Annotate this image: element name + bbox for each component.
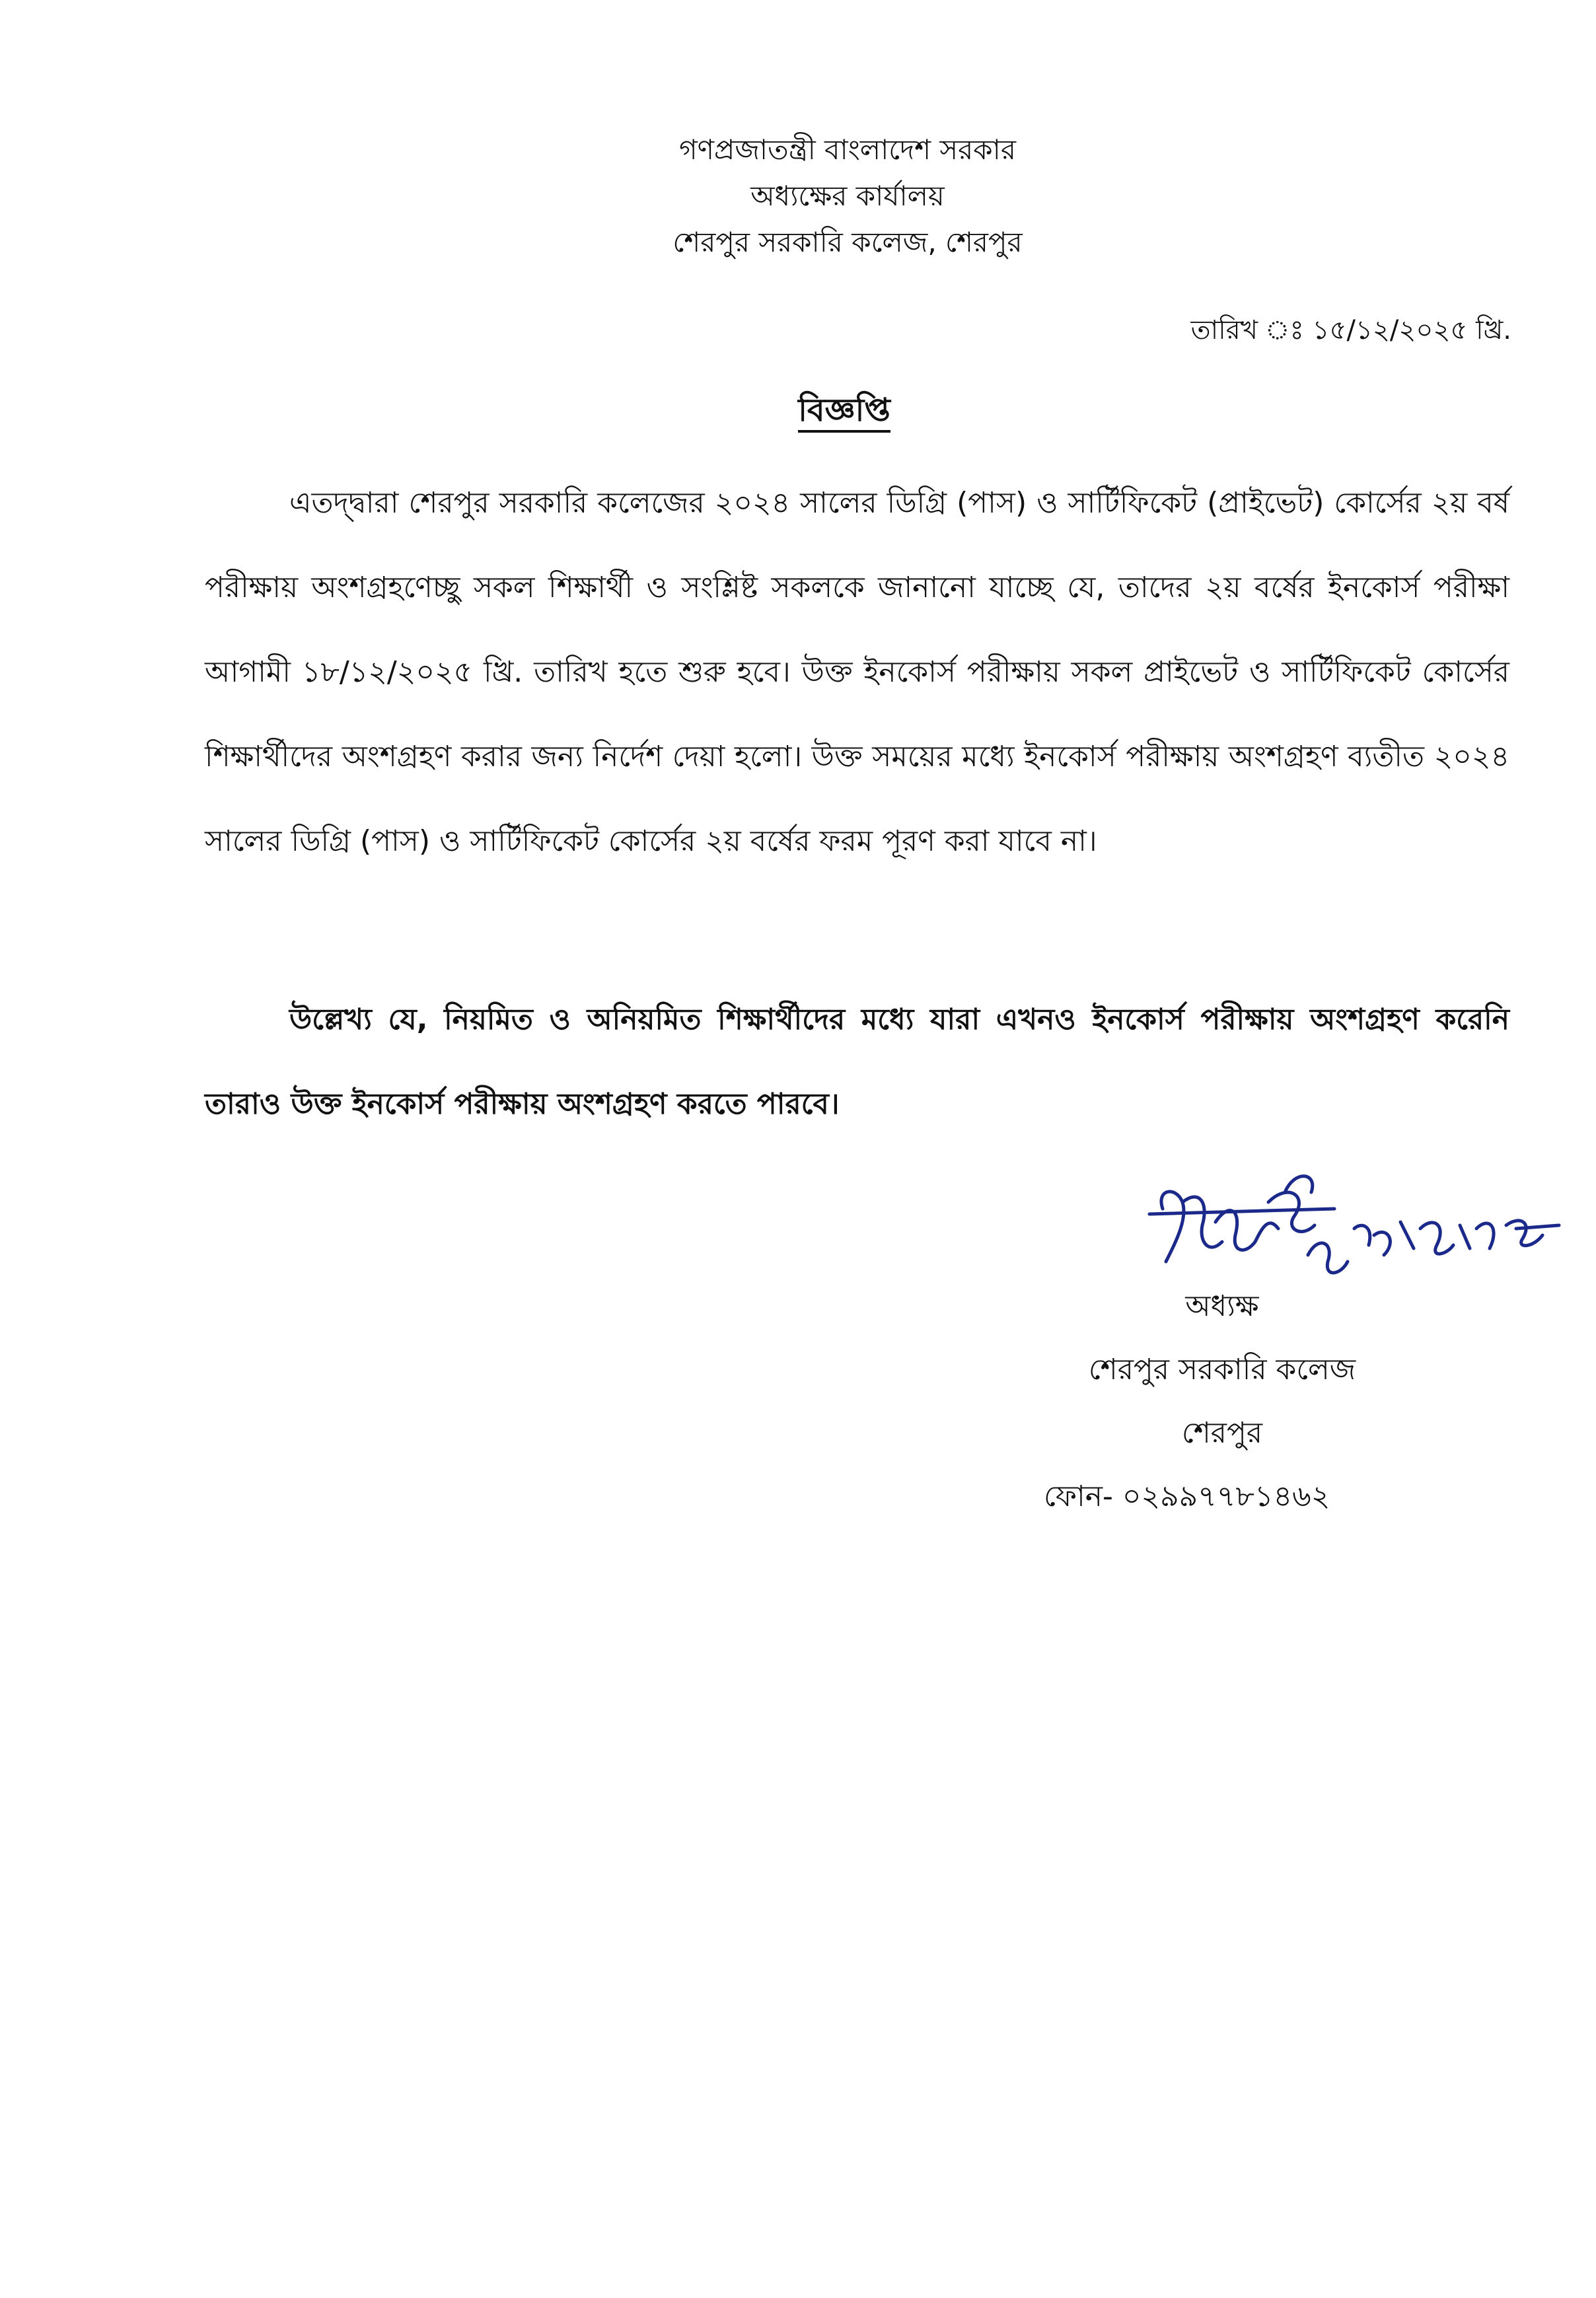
notice-paragraph-main: এতদ্দ্বারা শেরপুর সরকারি কলেজের ২০২৪ সালের ডিগ্রি (পাস) ও সার্টিফিকেট (প্রাইভেট) কোর্সের ২য় বর্ষ পরীক্ষায় অংশগ্রহণেচ্ছু সকল শিক্ষার্থী ও সংশ্লিষ্ট সকলকে জানানো যাচ্ছে যে, তাদের ২য় বর্ষের ইনকোর্স পরীক্ষা আগামী ১৮/১২/২০২৫ খ্রি. তারিখ হতে শুরু হবে। উক্ত ইনকোর্স পরীক্ষায় সকল প্রাইভেট ও সার্টিফিকেট কোর্সের শিক্ষার্থীদের অংশগ্রহণ করার জন্য নির্দেশ দেয়া হলো। উক্ত সময়ের মধ্যে ইনকোর্স পরীক্ষায় অংশগ্রহণ ব্যতীত ২০২৪ সালের ডিগ্রি (পাস) ও সার্টিফিকেট কোর্সের ২য় বর্ষের ফরম পূরণ করা যাবে না। xyxy=(205,486,1509,858)
signatory-location: শেরপুর xyxy=(1181,1416,1263,1450)
notice-title-text: বিজ্ঞপ্তি xyxy=(798,392,890,433)
signatory-phone: ফোন- ০২৯৯৭৭৮১৪৬২ xyxy=(1044,1480,1330,1513)
office-name: অধ্যক্ষের কার্যালয় xyxy=(750,180,945,212)
notice-paragraph-note: উল্লেখ্য যে, নিয়মিত ও অনিয়মিত শিক্ষার্থীদের মধ্যে যারা এখনও ইনকোর্স পরীক্ষায় অংশগ্রহণ করেনি তারাও উক্ত ইনকোর্স পরীক্ষায় অংশগ্রহণ করতে পারবে। xyxy=(205,1003,1509,1121)
government-name: গণপ্রজাতন্ত্রী বাংলাদেশ সরকার xyxy=(679,133,1016,166)
college-name: শেরপুর সরকারি কলেজ, শেরপুর xyxy=(672,226,1023,258)
letterhead xyxy=(0,127,1596,266)
signatory-designation: অধ্যক্ষ xyxy=(1185,1289,1259,1323)
notice-title xyxy=(0,387,1596,433)
signatory-institution: শেরপুর সরকারি কলেজ xyxy=(1088,1353,1356,1386)
notice-date: তারিখ ঃ ১৫/১২/২০২৫ খ্রি. xyxy=(1190,315,1511,345)
signatory-block xyxy=(1011,1275,1433,1528)
